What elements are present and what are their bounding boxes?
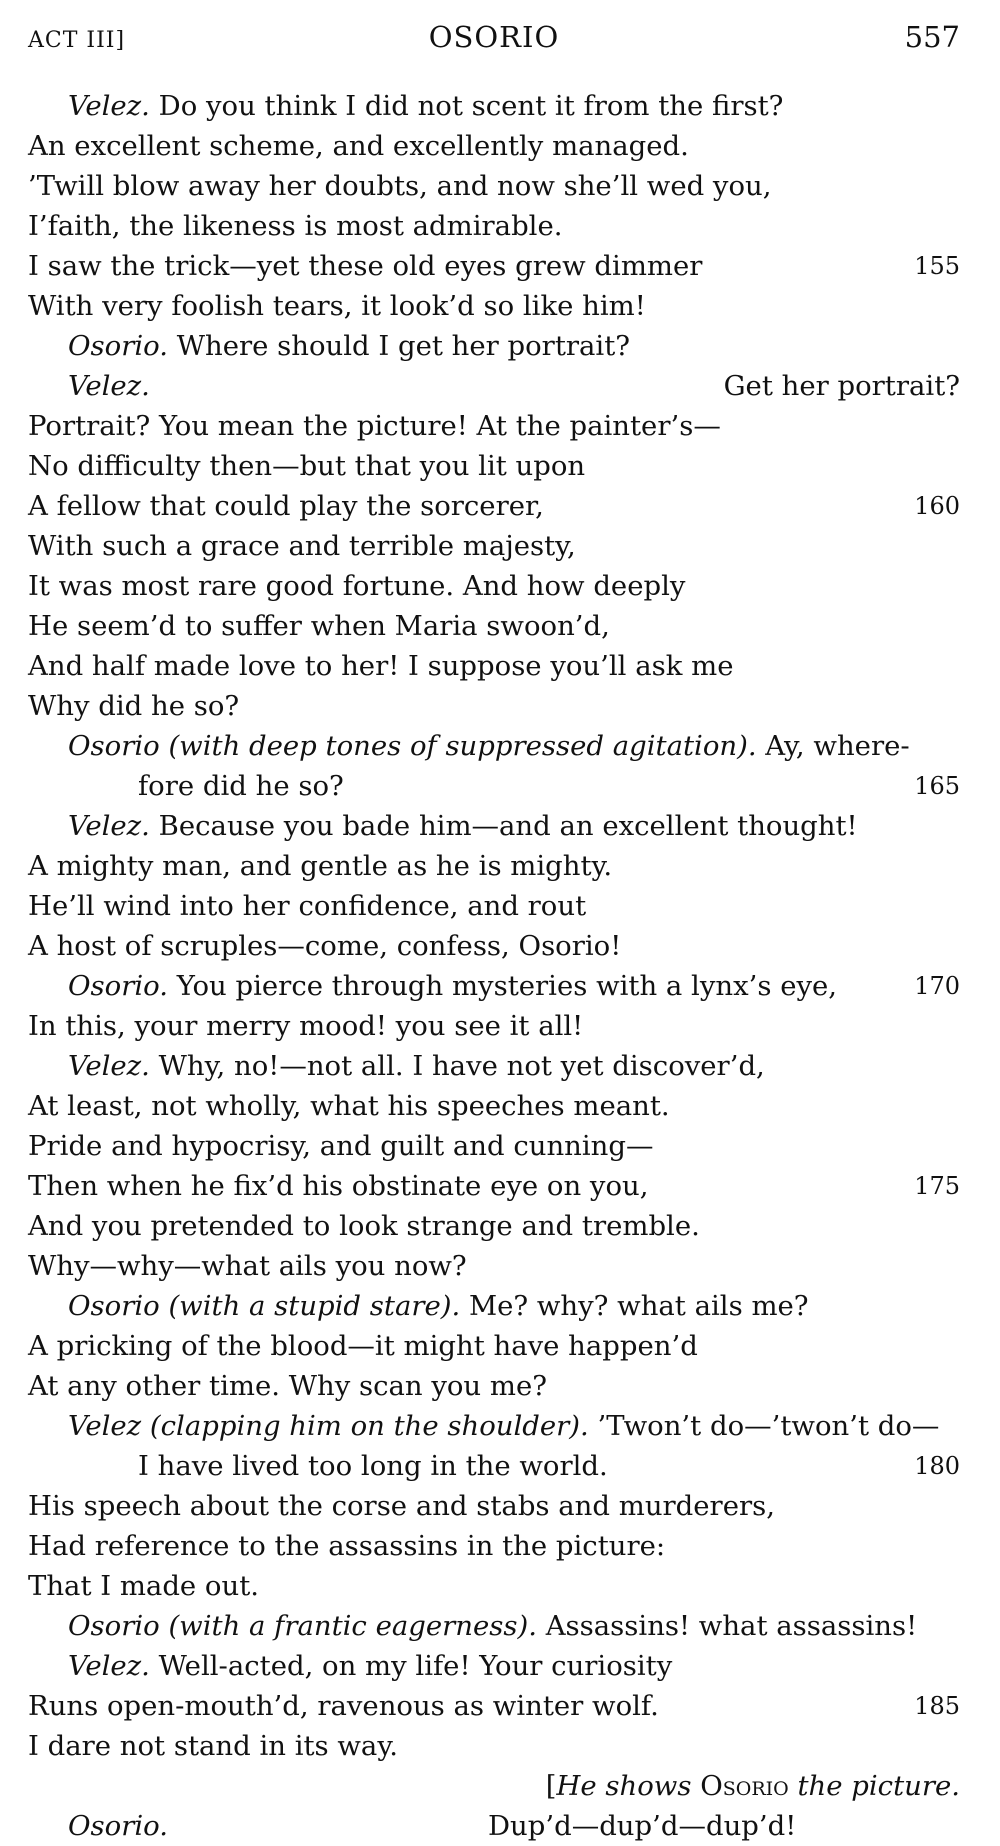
verse-line [28, 1166, 960, 1206]
verse-line: A mighty man, and gentle as he is mighty. [28, 850, 613, 882]
speaker-name: Velez. [68, 1650, 150, 1682]
speech-text: fore did he so? [138, 770, 344, 802]
verse-line: Pride and hypocrisy, and guilt and cunning— [28, 1130, 654, 1162]
running-title: OSORIO [428, 20, 560, 54]
verse-line [28, 246, 960, 286]
verse-line [28, 966, 960, 1006]
verse-line [28, 486, 960, 526]
speech-text: Well-acted, on my life! Your curiosity [149, 1650, 673, 1682]
speech-text: Because you bade him—and an excellent thought! [149, 810, 858, 842]
verse-line: A pricking of the blood—it might have happen’d [28, 1330, 698, 1362]
verse-line: At least, not wholly, what his speeches meant. [28, 1090, 670, 1122]
speaker-name: Velez. [68, 90, 150, 122]
speech-text: A fellow that could play the sorcerer, [28, 490, 544, 522]
play-text [28, 86, 960, 1846]
character-name: Osorio [700, 1770, 789, 1802]
speaker-name: Osorio. [68, 970, 168, 1002]
verse-line [28, 326, 960, 366]
line-number: 165 [914, 772, 960, 800]
verse-line: In this, your merry mood! you see it all! [28, 1010, 584, 1042]
speech-text: You pierce through mysteries with a lynx’s eye, [167, 970, 838, 1002]
verse-line: Had reference to the assassins in the picture: [28, 1530, 666, 1562]
verse-line: It was most rare good fortune. And how deeply [28, 570, 686, 602]
speech-text: I have lived too long in the world. [138, 1450, 608, 1482]
verse-line [28, 1406, 960, 1446]
verse-line: Portrait? You mean the picture! At the painter’s— [28, 410, 721, 442]
verse-line [28, 726, 960, 766]
verse-line: At any other time. Why scan you me? [28, 1370, 547, 1402]
speaker-name: Osorio. [68, 1810, 168, 1842]
stage-direction-text [546, 1766, 960, 1806]
line-number: 160 [914, 492, 960, 520]
act-label: ACT III] [28, 28, 126, 53]
verse-line [28, 1046, 960, 1086]
verse-line: With such a grace and terrible majesty, [28, 530, 576, 562]
verse-line [28, 1806, 960, 1846]
verse-line: With very foolish tears, it look’d so like him! [28, 290, 646, 322]
line-number: 180 [914, 1452, 960, 1480]
verse-line [28, 1646, 960, 1686]
verse-line [28, 1686, 960, 1726]
speaker-name: Osorio. [68, 330, 168, 362]
speaker-with-direction: Osorio (with a frantic eagerness). [68, 1610, 537, 1642]
speech-text: Me? why? what ails me? [460, 1290, 809, 1322]
running-header [28, 20, 960, 70]
speech-text: Ay, where- [756, 730, 910, 762]
verse-line [28, 766, 960, 806]
verse-line: Why—why—what ails you now? [28, 1250, 467, 1282]
verse-line: A host of scruples—come, confess, Osorio! [28, 930, 622, 962]
verse-line: I’faith, the likeness is most admirable. [28, 210, 563, 242]
verse-line: He’ll wind into her confidence, and rout [28, 890, 587, 922]
speech-text: Where should I get her portrait? [167, 330, 631, 362]
speech-text: Runs open-mouth’d, ravenous as winter wolf. [28, 1690, 659, 1722]
verse-line [28, 1286, 960, 1326]
verse-line: He seem’d to suffer when Maria swoon’d, [28, 610, 610, 642]
speech-text: Then when he fix’d his obstinate eye on you, [28, 1170, 649, 1202]
verse-line: And half made love to her! I suppose you’ll ask me [28, 650, 734, 682]
line-number: 185 [914, 1692, 960, 1720]
speaker-name: Velez. [68, 1050, 150, 1082]
bracket: [ [545, 1770, 557, 1802]
speech-text: Assassins! what assassins! [536, 1610, 918, 1642]
speaker-name: Velez. [68, 370, 150, 402]
verse-line: I dare not stand in its way. [28, 1730, 398, 1762]
speech-text: Dup’d—dup’d—dup’d! [488, 1810, 797, 1842]
direction-phrase: the picture. [797, 1770, 960, 1802]
line-number: 170 [914, 972, 960, 1000]
speaker-with-direction: Osorio (with deep tones of suppressed agitation). [68, 730, 757, 762]
line-number: 155 [914, 252, 960, 280]
verse-line [28, 1446, 960, 1486]
verse-line [28, 86, 960, 126]
speech-text: Do you think I did not scent it from the first? [149, 90, 784, 122]
speech-text: I saw the trick—yet these old eyes grew dimmer [28, 250, 703, 282]
verse-line: Why did he so? [28, 690, 240, 722]
stage-direction [28, 1766, 960, 1806]
verse-line: No difficulty then—but that you lit upon [28, 450, 586, 482]
speech-text: Get her portrait? [723, 370, 960, 402]
verse-line: An excellent scheme, and excellently managed. [28, 130, 689, 162]
speech-text: Why, no!—not all. I have not yet discover’d, [149, 1050, 765, 1082]
verse-line: That I made out. [28, 1570, 259, 1602]
verse-line: His speech about the corse and stabs and murderers, [28, 1490, 775, 1522]
direction-phrase: He shows [556, 1770, 692, 1802]
verse-line: ’Twill blow away her doubts, and now she’ll wed you, [28, 170, 772, 202]
speaker-name: Velez. [68, 810, 150, 842]
speaker-with-direction: Osorio (with a stupid stare). [68, 1290, 461, 1322]
page-number: 557 [904, 20, 960, 54]
verse-line [28, 1606, 960, 1646]
line-number: 175 [914, 1172, 960, 1200]
verse-line [28, 366, 960, 406]
verse-line [28, 806, 960, 846]
verse-line: And you pretended to look strange and tremble. [28, 1210, 700, 1242]
speech-text: ’Twon’t do—’twon’t do— [588, 1410, 940, 1442]
speaker-with-direction: Velez (clapping him on the shoulder). [68, 1410, 589, 1442]
